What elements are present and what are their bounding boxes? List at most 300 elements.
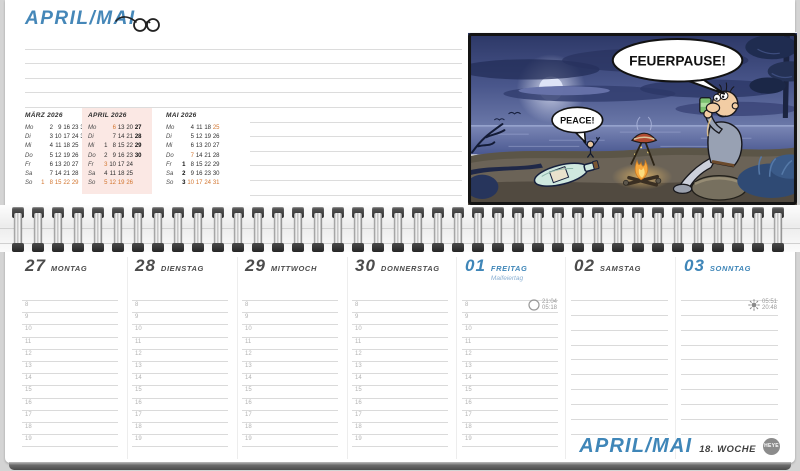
note-line (250, 122, 462, 123)
spiral-wire (474, 213, 482, 246)
punch-hole (672, 243, 684, 252)
punch-hole (732, 243, 744, 252)
spiral-loop (12, 205, 24, 252)
mini-calendar-row (88, 179, 142, 188)
spiral-wire (74, 213, 82, 246)
mini-calendar-date: 30 (212, 171, 220, 178)
spiral-wire (34, 213, 42, 246)
mini-calendar-row (25, 151, 87, 160)
hour-label: 19 (465, 436, 472, 443)
day-header (22, 256, 118, 296)
mini-calendar-date: 13 (117, 124, 125, 131)
mini-calendar-day-label: So (25, 180, 33, 187)
note-line (250, 165, 462, 166)
mini-calendar-day-label: Mo (88, 124, 97, 131)
mini-calendar-row (166, 142, 220, 151)
spiral-wire (514, 213, 522, 246)
spiral-wire (754, 213, 762, 246)
hour-label: 12 (135, 350, 142, 357)
day-name: DONNERSTAG (380, 264, 440, 273)
hour-line (242, 385, 338, 386)
mini-calendar-row (166, 160, 220, 169)
mini-calendar-date: 3 (104, 161, 108, 168)
mini-calendar-date: 25 (212, 124, 220, 131)
hour-line (242, 349, 338, 350)
hour-line (132, 373, 228, 374)
spiral-wire (714, 213, 722, 246)
mini-calendar-date: 11 (196, 124, 203, 131)
sun-icon (748, 299, 760, 311)
day-header (132, 256, 228, 296)
hour-line (22, 300, 118, 301)
day-header (352, 256, 448, 296)
mini-calendar-day-label: Fr (166, 161, 172, 168)
hour-line (352, 398, 448, 399)
speech-main-text: FEUERPAUSE! (629, 53, 726, 69)
spiral-wire (734, 213, 742, 246)
hour-line (242, 434, 338, 435)
spiral-loop (512, 205, 524, 252)
spiral-wire (654, 213, 662, 246)
hour-line (352, 385, 448, 386)
hour-line (22, 398, 118, 399)
hour-label: 8 (135, 302, 139, 308)
mini-calendar-date: 4 (104, 171, 108, 178)
spiral-wire (254, 213, 262, 246)
mini-calendar-date: 9 (58, 124, 62, 131)
spiral-loop (372, 205, 384, 252)
mini-calendar-date: 13 (54, 161, 62, 168)
spiral-loop (112, 205, 124, 252)
spiral-loop (412, 205, 424, 252)
mini-calendar-row (25, 179, 87, 188)
hour-line (462, 385, 558, 386)
hour-label: 8 (25, 302, 29, 308)
hour-line (22, 422, 118, 423)
hour-line (571, 419, 668, 420)
mini-calendar-date: 19 (117, 180, 125, 187)
hour-line (352, 434, 448, 435)
mini-calendar-date: 26 (126, 180, 133, 187)
mini-calendar-date: 24 (204, 180, 211, 187)
mini-calendar-date: 27 (134, 124, 142, 131)
mini-calendar-day-label: Mi (25, 143, 32, 150)
mini-calendar-date: 12 (109, 180, 116, 187)
day-name-wrap (51, 264, 87, 273)
hour-line (132, 337, 228, 338)
spiral-loop (432, 205, 444, 252)
hour-line (22, 446, 118, 447)
hour-line (352, 312, 448, 313)
mini-calendar-date: 14 (54, 171, 62, 178)
mini-calendar-date: 10 (109, 161, 116, 168)
spiral-wire (314, 213, 322, 246)
spiral-wire (694, 213, 702, 246)
hour-line (132, 422, 228, 423)
hour-label: 11 (135, 338, 142, 345)
mini-calendar-date: 12 (195, 133, 203, 140)
hour-line (571, 389, 668, 390)
hour-line (681, 404, 778, 405)
hour-line (132, 385, 228, 386)
punch-hole (492, 243, 504, 252)
punch-hole (212, 243, 224, 252)
hour-label: 17 (355, 411, 362, 418)
spiral-loop (752, 205, 764, 252)
footer-month-title: APRIL/MAI (579, 435, 693, 457)
note-line (25, 78, 462, 79)
hour-line (242, 337, 338, 338)
hour-label: 9 (135, 314, 139, 321)
mini-calendar-date: 19 (204, 133, 211, 140)
punch-hole (72, 243, 84, 252)
hour-label: 15 (465, 387, 472, 394)
hour-label: 17 (25, 411, 32, 418)
spiral-wire (354, 213, 362, 246)
hour-label: 19 (245, 436, 252, 443)
spiral-loop (772, 205, 784, 252)
punch-hole (312, 243, 324, 252)
punch-hole (152, 243, 164, 252)
punch-hole (572, 243, 584, 252)
hour-label: 14 (355, 375, 362, 382)
mini-calendar-date: 14 (117, 133, 125, 140)
spiral-binding (0, 205, 800, 252)
punch-hole (712, 243, 724, 252)
hour-label: 19 (135, 436, 142, 443)
mini-calendar-day-label: Di (88, 133, 94, 140)
mini-calendar-date: 8 (49, 180, 53, 187)
mini-calendar-date: 6 (190, 143, 194, 150)
hour-line (462, 324, 558, 325)
punch-hole (372, 243, 384, 252)
rise-set-times: 21:04 05:18 (541, 299, 557, 311)
spiral-loop (352, 205, 364, 252)
punch-hole (412, 243, 424, 252)
hour-label: 13 (355, 363, 362, 369)
hour-label: 12 (25, 350, 32, 357)
mini-calendar-date: 16 (117, 152, 125, 159)
mini-calendar-date: 9 (190, 171, 194, 178)
hour-label: 18 (245, 424, 252, 430)
spiral-wire (774, 213, 782, 246)
mini-calendar-date: 21 (126, 133, 133, 140)
spiral-wire (374, 213, 382, 246)
spiral-wire (334, 213, 342, 246)
mini-calendar-row (88, 169, 142, 178)
day-column-dienstag (132, 256, 228, 462)
hour-label: 11 (25, 338, 32, 345)
hour-line (352, 422, 448, 423)
punch-hole (472, 243, 484, 252)
hour-line (681, 374, 778, 375)
punch-hole (532, 243, 544, 252)
mini-calendar-date: 26 (212, 133, 220, 140)
day-name: FREITAG (490, 264, 528, 273)
cartoon-scene (468, 32, 797, 206)
mini-calendar-date: 20 (204, 143, 211, 150)
day-name: SONNTAG (709, 264, 752, 273)
spiral-wire (394, 213, 402, 246)
mini-calendar-date: 1 (182, 161, 186, 168)
hour-line (571, 374, 668, 375)
day-column-freitag (462, 256, 558, 462)
hour-label: 13 (245, 363, 252, 369)
hour-line (352, 373, 448, 374)
sunrise-info (748, 299, 777, 311)
hour-line (462, 422, 558, 423)
mini-calendar-date: 28 (71, 171, 79, 178)
page-title: APRIL/MAI (25, 8, 136, 29)
punch-hole (172, 243, 184, 252)
hour-line (22, 337, 118, 338)
mini-calendar-row (88, 160, 142, 169)
hour-line (571, 359, 668, 360)
mini-calendar-date: 31 (212, 180, 220, 187)
mini-calendar-date: 23 (204, 171, 211, 178)
hour-line (681, 359, 778, 360)
day-number: 30 (355, 256, 376, 275)
hour-line (571, 404, 668, 405)
spiral-loop (152, 205, 164, 252)
hour-line (571, 345, 668, 346)
mini-calendar-date: 11 (109, 171, 116, 178)
hour-line (132, 410, 228, 411)
punch-hole (592, 243, 604, 252)
spiral-wire (234, 213, 242, 246)
mini-calendar-day-label: Do (25, 152, 33, 159)
day-name: MITTWOCH (270, 264, 317, 273)
mini-calendar-date: 2 (182, 171, 186, 178)
spiral-wire (634, 213, 642, 246)
hour-line (132, 446, 228, 447)
note-line (250, 136, 462, 137)
mini-calendar-date: 5 (190, 133, 194, 140)
spiral-wire (454, 213, 462, 246)
mini-calendar-date: 22 (204, 161, 211, 168)
punch-hole (632, 243, 644, 252)
punch-hole (352, 243, 364, 252)
mini-calendar-date: 17 (195, 180, 203, 187)
hour-label: 14 (135, 375, 142, 382)
spiral-wire (574, 213, 582, 246)
day-header (242, 256, 338, 296)
punch-hole (692, 243, 704, 252)
hour-label: 12 (355, 350, 362, 357)
hour-line (571, 315, 668, 316)
day-column-montag (22, 256, 118, 462)
mini-calendar-date: 29 (212, 161, 220, 168)
hour-line (242, 422, 338, 423)
punch-hole (512, 243, 524, 252)
hour-label: 10 (135, 326, 142, 333)
hour-line (22, 324, 118, 325)
mini-calendar-date: 19 (63, 152, 70, 159)
spiral-loop (492, 205, 504, 252)
day-number: 28 (135, 256, 156, 275)
hour-label: 10 (465, 326, 472, 333)
spiral-loop (52, 205, 64, 252)
hour-label: 11 (245, 338, 252, 345)
hour-line (462, 312, 558, 313)
hour-label: 14 (245, 375, 252, 382)
hour-label: 15 (355, 387, 362, 394)
hour-lines (242, 300, 338, 452)
spiral-wire (494, 213, 502, 246)
mini-calendar-date: 10 (187, 180, 194, 187)
hour-line (352, 349, 448, 350)
spiral-loop (632, 205, 644, 252)
hour-label: 18 (25, 424, 32, 430)
hour-line (681, 330, 778, 331)
hour-label: 18 (355, 424, 362, 430)
hour-label: 16 (355, 399, 362, 406)
mini-calendar-title: MAI 2026 (166, 112, 197, 119)
day-number: 27 (25, 256, 46, 275)
mini-calendar-day-label: Mo (166, 124, 175, 131)
spiral-loop (252, 205, 264, 252)
full-moon-icon (528, 299, 540, 311)
mini-calendar-row (88, 142, 142, 151)
mini-calendar-date: 21 (63, 171, 70, 178)
hour-label: 14 (465, 375, 472, 382)
spiral-loop (232, 205, 244, 252)
spiral-wire (414, 213, 422, 246)
mini-calendar-row (25, 132, 87, 141)
mini-calendar-date: 17 (117, 161, 125, 168)
day-number: 29 (245, 256, 266, 275)
punch-hole (392, 243, 404, 252)
hour-label: 16 (245, 399, 252, 406)
mini-calendar-date: 28 (134, 133, 142, 140)
mini-calendar-date: 14 (195, 152, 203, 159)
mini-calendar-day-label: Sa (25, 171, 33, 178)
horizon (468, 125, 797, 127)
spiral-loop (592, 205, 604, 252)
mini-calendar-date: 15 (117, 143, 125, 150)
punch-hole (232, 243, 244, 252)
hour-line (132, 398, 228, 399)
spiral-wire (434, 213, 442, 246)
hour-label: 8 (465, 302, 469, 308)
spiral-wire (154, 213, 162, 246)
hour-line (462, 398, 558, 399)
mini-calendar-day-label: Do (88, 152, 96, 159)
hour-label: 15 (25, 387, 32, 394)
mini-calendar-row (166, 151, 220, 160)
day-name-wrap (600, 264, 641, 273)
spiral-wire (674, 213, 682, 246)
hour-lines (681, 300, 778, 452)
spiral-wire (134, 213, 142, 246)
cartoon-panel (468, 32, 797, 206)
mini-calendar-row (25, 142, 87, 151)
punch-hole (652, 243, 664, 252)
spiral-loop (392, 205, 404, 252)
punch-hole (112, 243, 124, 252)
spiral-loop (312, 205, 324, 252)
hour-lines (132, 300, 228, 452)
spiral-loop (292, 205, 304, 252)
spiral-loop (332, 205, 344, 252)
mini-calendar-date: 28 (212, 152, 220, 159)
mini-calendar-date: 2 (49, 124, 53, 131)
mini-calendar-date: 11 (55, 143, 62, 150)
column-divider (456, 257, 457, 459)
mini-calendar-date: 21 (204, 152, 211, 159)
spiral-loop (572, 205, 584, 252)
mini-calendar-date: 7 (49, 171, 53, 178)
mini-calendar-day-label: So (166, 180, 174, 187)
mini-calendar-date: 23 (126, 152, 133, 159)
mini-calendar-date: 6 (112, 124, 116, 131)
mini-calendar-date: 27 (71, 161, 79, 168)
hour-label: 16 (465, 399, 472, 406)
spiral-loop (692, 205, 704, 252)
hour-label: 15 (135, 387, 142, 394)
spiral-loop (272, 205, 284, 252)
moonrise-info (528, 299, 557, 311)
punch-hole (192, 243, 204, 252)
spiral-wire (174, 213, 182, 246)
note-line (250, 180, 462, 181)
hour-label: 13 (465, 363, 472, 369)
note-line (250, 151, 462, 152)
mini-calendar-row (88, 123, 142, 132)
hour-label: 9 (245, 314, 249, 321)
column-divider (347, 257, 348, 459)
day-number: 01 (465, 256, 486, 275)
note-line (25, 63, 462, 64)
hour-label: 12 (245, 350, 252, 357)
mini-calendar-date: 8 (190, 161, 194, 168)
mini-calendar-day-label: Sa (166, 171, 174, 178)
day-number: 02 (574, 256, 595, 275)
heye-logo: HEYE (763, 438, 780, 455)
mini-calendar-day-label: Fr (88, 161, 94, 168)
mini-calendar-date: 5 (104, 180, 108, 187)
hour-label: 19 (25, 436, 32, 443)
mini-calendar-row (166, 169, 220, 178)
mini-calendar-date: 15 (54, 180, 62, 187)
hour-line (352, 446, 448, 447)
mini-calendar-day-label: Do (166, 152, 174, 159)
hour-label: 17 (135, 411, 142, 418)
hour-line (242, 373, 338, 374)
mini-calendar-day-label: Mi (88, 143, 95, 150)
mini-calendar-date: 17 (63, 133, 70, 140)
mini-calendar-date: 18 (204, 124, 211, 131)
mini-calendar-date: 1 (104, 143, 108, 150)
mini-calendar-row (25, 123, 87, 132)
hour-label: 19 (355, 436, 362, 443)
mini-calendar-date: 24 (71, 133, 79, 140)
mini-calendar-date: 22 (126, 143, 133, 150)
hour-line (462, 349, 558, 350)
day-column-donnerstag (352, 256, 448, 462)
spiral-wire (54, 213, 62, 246)
day-name: DIENSTAG (160, 264, 204, 273)
mini-calendar-title: APRIL 2026 (88, 112, 127, 119)
hour-line (132, 312, 228, 313)
mini-calendar-date: 3 (49, 133, 53, 140)
mini-calendar-date: 16 (195, 171, 203, 178)
hour-label: 17 (245, 411, 252, 418)
mini-calendar-date: 24 (126, 161, 133, 168)
hour-label: 8 (245, 302, 249, 308)
hour-line (462, 361, 558, 362)
speech-small-text: PEACE! (560, 115, 595, 126)
